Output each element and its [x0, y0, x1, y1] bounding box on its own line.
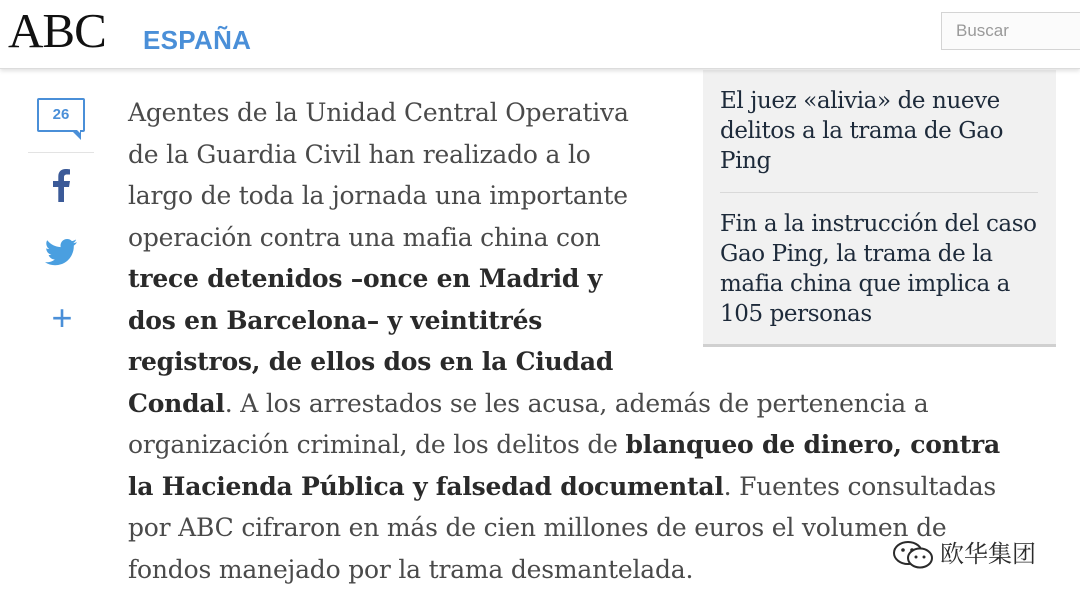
- comment-bubble-tail: [71, 130, 81, 140]
- facebook-icon[interactable]: [50, 168, 72, 202]
- plus-icon[interactable]: +: [51, 297, 73, 338]
- article-line: Agentes de la Unidad Central Operativa: [128, 98, 629, 127]
- article-line: [128, 424, 1058, 466]
- bold-text: dos en Barcelona– y veintitrés: [128, 305, 543, 335]
- article-line: [128, 258, 1058, 300]
- bold-text: la Hacienda Pública y falsedad documental: [128, 471, 724, 501]
- section-title[interactable]: ESPAÑA: [143, 25, 252, 55]
- related-link[interactable]: El juez «alivia» de nueve delitos a la trama de Gao Ping: [720, 88, 1004, 174]
- article-line: [128, 300, 1058, 342]
- bold-text: trece detenidos –once en Madrid y: [128, 264, 603, 293]
- comments-count-button[interactable]: 26: [37, 98, 85, 132]
- article-line: operación contra una mafia china con: [128, 222, 601, 252]
- watermark: [888, 536, 1058, 572]
- article-text: organización criminal, de los delitos de: [128, 430, 626, 459]
- related-link[interactable]: Fin a la instrucción del caso Gao Ping, la trama de la mafia china que implica a 105 personas: [720, 211, 1037, 327]
- article-text: . Fuentes consultadas: [723, 471, 997, 501]
- bold-text: registros, de ellos dos en la Ciudad: [128, 347, 614, 376]
- article-text: . A los arrestados se les acusa, además de pertenencia a: [224, 388, 929, 418]
- search-input[interactable]: [941, 12, 1080, 50]
- bold-text: blanqueo de dinero, contra: [625, 430, 1001, 459]
- bold-text: Condal: [128, 388, 225, 418]
- abc-logo[interactable]: ABC: [8, 3, 106, 58]
- article-line: largo de toda la jornada una importante: [128, 181, 628, 210]
- article-line: fondos manejado por la trama desmantelada.: [128, 554, 694, 584]
- article-line: [128, 341, 1058, 383]
- twitter-icon[interactable]: [44, 238, 78, 268]
- article-body: [128, 92, 1058, 590]
- watermark-text: 欧华集团: [940, 540, 1036, 568]
- article-line: de la Guardia Civil han realizado a lo: [128, 139, 591, 169]
- article-line: [128, 466, 1058, 508]
- article-line: por ABC cifraron en más de cien millones de euros el volumen de: [128, 513, 947, 542]
- share-divider: [28, 152, 94, 153]
- wechat-icon: [892, 540, 936, 570]
- site-header: [0, 0, 1080, 69]
- article-line: [128, 383, 1058, 425]
